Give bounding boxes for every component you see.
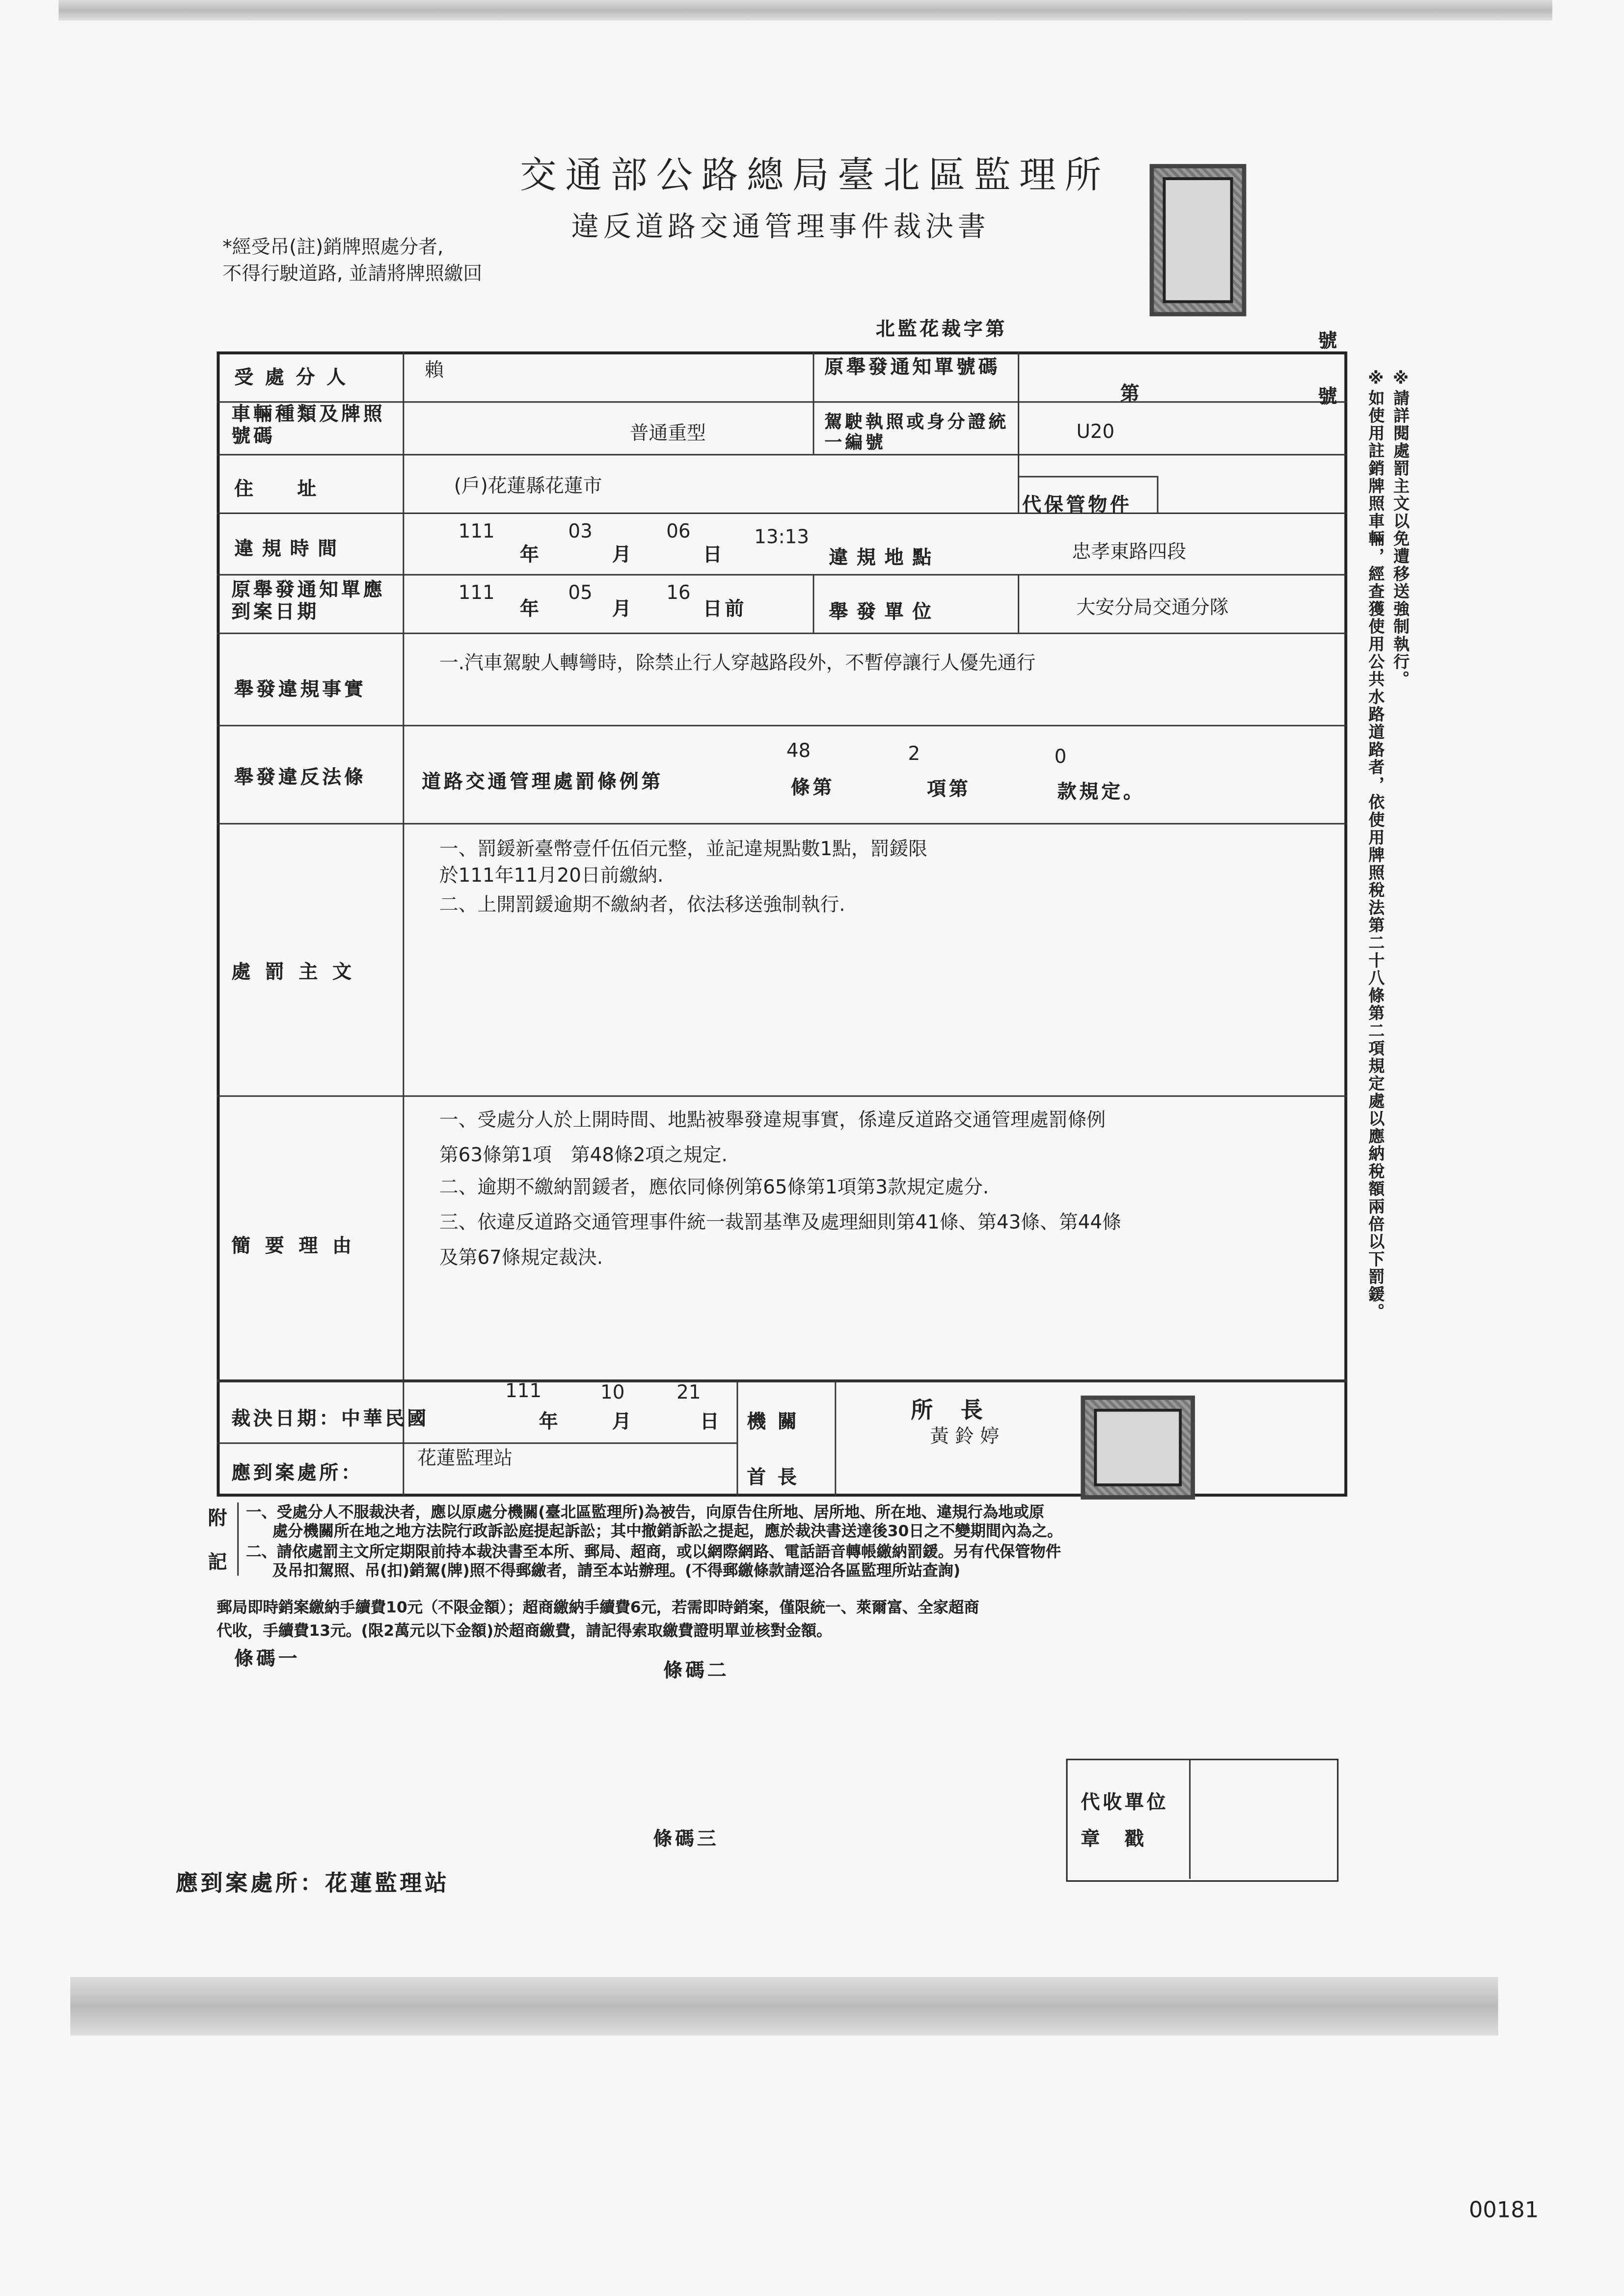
table-rule xyxy=(1018,574,1019,632)
official-seal-stamp xyxy=(1150,164,1246,316)
collection-stamp-box xyxy=(1066,1759,1339,1882)
year-unit: 年 xyxy=(519,599,542,621)
day-unit: 日 xyxy=(703,544,725,567)
director-seal-stamp xyxy=(1081,1396,1195,1500)
penalty-line: 二、上開罰鍰逾期不繳納者，依法移送強制執行. xyxy=(439,894,845,917)
scan-shadow-bottom xyxy=(70,1977,1498,2035)
reason-line: 二、逾期不繳納罰鍰者，應依同條例第65條第1項第3款規定處分. xyxy=(439,1177,989,1200)
penalty-line: 於111年11月20日前繳納. xyxy=(439,865,664,888)
decision-year: 111 xyxy=(505,1380,542,1403)
reason-line: 第63條第1項 第48條2項之規定. xyxy=(439,1145,728,1167)
table-rule xyxy=(217,1379,1347,1382)
barcode-3-label: 條碼三 xyxy=(653,1829,719,1851)
report-place-value: 花蓮監理站 xyxy=(417,1448,513,1470)
barcode-2-label: 條碼二 xyxy=(663,1660,730,1683)
law-prefix: 道路交通管理處罰條例第 xyxy=(422,772,664,794)
address-value: (戶)花蓮縣花蓮市 xyxy=(454,476,602,498)
table-rule xyxy=(217,401,1347,403)
reason-line: 一、受處分人於上開時間、地點被舉發違規事實，係違反道路交通管理處罰條例 xyxy=(439,1110,1106,1132)
table-rule xyxy=(813,351,814,454)
vehicle-label: 車輛種類及牌照號碼 xyxy=(231,404,385,448)
reporting-unit-value: 大安分局交通分隊 xyxy=(1076,597,1229,620)
ticket-number-label: 原舉發通知單號碼 xyxy=(824,357,1001,379)
address-label: 住址 xyxy=(234,479,360,501)
document-title: 違反道路交通管理事件裁決書 xyxy=(571,211,990,243)
month-unit: 月 xyxy=(612,599,634,621)
law-clause-unit: 款規定。 xyxy=(1057,782,1145,804)
collection-stamp-label: 章 戳 xyxy=(1081,1829,1147,1851)
table-rule xyxy=(1018,351,1019,513)
reason-line: 及第67條規定裁決. xyxy=(439,1247,603,1270)
case-number-prefix: 北監花裁字第 xyxy=(875,319,1008,342)
table-rule xyxy=(1157,476,1159,513)
ticket-number-suffix: 號 xyxy=(1318,386,1340,409)
table-rule xyxy=(813,574,814,632)
time-month: 03 xyxy=(568,521,593,543)
appendix-line: 及吊扣駕照、吊(扣)銷駕(牌)照不得郵繳者，請至本站辦理。(不得郵繳條款請逕洽各區監理所站查詢) xyxy=(272,1562,961,1580)
due-day: 16 xyxy=(666,583,691,605)
side-note-cancelled-plate: ※如使用註銷牌照車輛，經查獲使用公共水路道路者，依使用牌照稅法第二十八條第二項規定處以應納稅額兩倍以下罰鍰。 xyxy=(1366,369,1385,1321)
law-item: 2 xyxy=(908,744,920,766)
table-rule xyxy=(217,633,1347,634)
case-number-suffix: 號 xyxy=(1318,331,1340,353)
day-unit: 日 xyxy=(700,1411,722,1434)
facts-value: 一.汽車駕駛人轉彎時，除禁止行人穿越路段外，不暫停讓行人優先通行 xyxy=(439,653,1036,675)
law-clause: 0 xyxy=(1054,747,1067,769)
penalty-label: 處罰主文 xyxy=(231,962,366,984)
license-value: U20 xyxy=(1076,422,1115,444)
table-rule xyxy=(217,725,1347,727)
page-number: 00181 xyxy=(1468,2196,1539,2223)
decision-date-label: 裁決日期：中華民國 xyxy=(231,1408,430,1431)
vehicle-value: 普通重型 xyxy=(629,423,706,445)
authority-label: 機關 xyxy=(747,1411,809,1434)
violation-time-label: 違規時間 xyxy=(234,539,346,561)
offender-value: 賴 xyxy=(425,360,444,382)
table-rule xyxy=(217,454,1347,456)
law-article-unit: 條第 xyxy=(790,777,835,800)
month-unit: 月 xyxy=(612,1411,634,1434)
time-day: 06 xyxy=(666,521,691,543)
warning-line-2: 不得行駛道路, 並請將牌照繳回 xyxy=(222,263,483,286)
table-rule xyxy=(217,1095,1347,1097)
barcode-1-label: 條碼一 xyxy=(234,1648,300,1671)
fee-note: 郵局即時銷案繳納手續費10元（不限金額）；超商繳納手續費6元，若需即時銷案，僅限統一、萊爾富、全家超商 xyxy=(217,1599,979,1617)
agency-title: 交通部公路總局臺北區監理所 xyxy=(519,154,1110,196)
ticket-number-prefix: 第 xyxy=(1120,383,1142,406)
head-label: 首長 xyxy=(747,1467,809,1489)
fee-note: 代收，手續費13元。(限2萬元以下金額)於超商繳費，請記得索取繳費證明單並核對金額。 xyxy=(217,1622,832,1640)
due-month: 05 xyxy=(568,583,593,605)
custody-items-label: 代保管物件 xyxy=(1022,495,1132,517)
penalty-line: 一、罰鍰新臺幣壹仟伍佰元整，並記違規點數1點，罰鍰限 xyxy=(439,839,928,862)
table-rule xyxy=(835,1379,836,1497)
table-rule xyxy=(736,1379,738,1497)
reporting-unit-label: 舉發單位 xyxy=(829,602,941,624)
scan-shadow-top xyxy=(58,0,1552,21)
table-rule xyxy=(217,574,1347,575)
time-clock: 13:13 xyxy=(754,527,810,549)
collection-box-divider xyxy=(1189,1759,1191,1879)
director-title: 所 長 xyxy=(911,1397,986,1424)
report-place-label: 應到案處所： xyxy=(231,1463,363,1485)
license-label: 駕駛執照或身分證統一編號 xyxy=(824,411,1009,453)
reason-line: 三、依違反道路交通管理事件統一裁罰基準及處理細則第41條、第43條、第44條 xyxy=(439,1212,1121,1235)
year-unit: 年 xyxy=(519,544,542,567)
collection-unit-label: 代收單位 xyxy=(1081,1792,1169,1814)
appendix-rule xyxy=(237,1503,239,1576)
location-value: 忠孝東路四段 xyxy=(1072,541,1187,564)
table-rule xyxy=(217,513,1347,514)
facts-label: 舉發違規事實 xyxy=(234,679,366,702)
month-unit: 月 xyxy=(612,544,634,567)
law-article: 48 xyxy=(786,741,811,763)
offender-label: 受處分人 xyxy=(234,367,357,390)
warning-line-1: *經受吊(註)銷牌照處分者, xyxy=(222,237,444,259)
appendix-line: 二、請依處罰主文所定期限前持本裁決書至本所、郵局、超商，或以網際網路、電話語音轉帳繳納罰鍰。另有代保管物件 xyxy=(246,1543,1061,1561)
law-label: 舉發違反法條 xyxy=(234,767,366,789)
time-year: 111 xyxy=(458,521,495,543)
appendix-label: 記 xyxy=(208,1552,230,1574)
due-year: 111 xyxy=(458,583,495,605)
due-date-label: 原舉發通知單應到案日期 xyxy=(231,580,385,624)
table-rule xyxy=(217,823,1347,824)
side-note-enforcement: ※請詳閱處罰主文以免遭移送強制執行。 xyxy=(1391,369,1410,689)
decision-day: 21 xyxy=(677,1382,701,1405)
decision-month: 10 xyxy=(600,1382,625,1405)
footer-report-place: 應到案處所：花蓮監理站 xyxy=(175,1870,450,1896)
location-label: 違規地點 xyxy=(829,547,941,570)
decision-table xyxy=(217,351,1347,1497)
table-rule xyxy=(403,351,404,1497)
due-suffix: 日前 xyxy=(703,599,747,621)
year-unit: 年 xyxy=(539,1411,561,1434)
appendix-line: 一、受處分人不服裁決者，應以原處分機關(臺北區監理所)為被告，向原告住所地、居所地、所在地、違規行為地或原 xyxy=(246,1504,1045,1522)
director-name: 黃 鈴 婷 xyxy=(930,1426,1000,1449)
reason-label: 簡要理由 xyxy=(231,1236,366,1258)
law-item-unit: 項第 xyxy=(927,779,971,801)
table-rule xyxy=(1018,476,1157,477)
appendix-label: 附 xyxy=(208,1508,230,1531)
appendix-line: 處分機關所在地之地方法院行政訴訟庭提起訴訟；其中撤銷訴訟之提起，應於裁決書送達後30日之不變期間內為之。 xyxy=(272,1523,1063,1541)
